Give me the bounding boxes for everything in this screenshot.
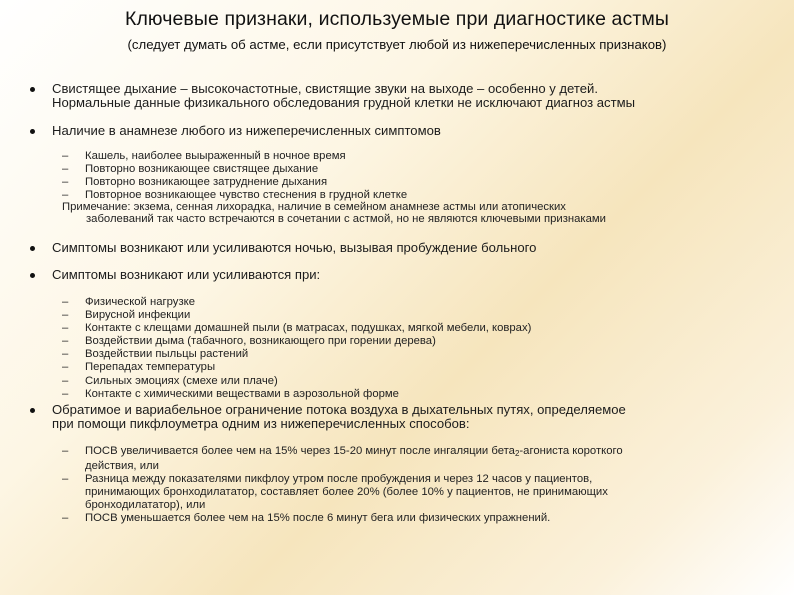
bullet-text: Свистящее дыхание – высокочастотные, свистящие звуки на выходе – особенно у детей. [52, 81, 598, 96]
bullet-text: Симптомы возникают или усиливаются ночью, вызывая пробуждение больного [52, 240, 537, 255]
list-item: – Повторно возникающее затруднение дыхания [62, 176, 328, 189]
list-item: – Физической нагрузке [62, 296, 195, 308]
list-item: – Кашель, наиболее выыраженный в ночное время [62, 150, 346, 162]
bullet-wheezing [52, 82, 782, 110]
list-item: – Повторное возникающее чувство стеснения в грудной клетке [62, 189, 408, 202]
page-title: Ключевые признаки, используемые при диагностике астмы [124, 8, 669, 30]
list-item: – ПОСВ уменьшается более чем на 15% после 6 минут бега или физических упражнений. [62, 512, 551, 525]
list-item: – Воздействии дыма (табачного, возникающего при горении дерева) [62, 335, 436, 348]
list-item: – Воздействии пыльцы растений [62, 348, 249, 361]
bullet-triggers [52, 268, 782, 282]
list-item: – Разница между показателями пикфлоу утром после пробуждения и через 12 часов у пациентов, принимающих бронходилататор, составляет более 20% (более 10% у пациентов, не принимающих бронходилататор), или [62, 473, 608, 512]
bullet-dot [30, 273, 35, 278]
list-item: – Контакте с химическими веществами в аэрозольной форме [62, 387, 399, 400]
bullet-dot [30, 408, 35, 413]
bullet-text: Обратимое и вариабельное ограничение потока воздуха в дыхательных путях, определяемое [52, 402, 626, 417]
bullet-text: при помощи пикфлоуметра одним из нижеперечисленных способов: [52, 416, 470, 431]
bullet-dot [30, 246, 35, 251]
list-item: – Сильных эмоциях (смехе или плаче) [62, 374, 278, 387]
note [62, 202, 762, 225]
bullet-dot [30, 87, 35, 92]
bullet-night-symptoms [52, 241, 782, 255]
bullet-history [52, 124, 782, 138]
list-item: – Вирусной инфекции [62, 309, 191, 322]
note-text: Примечание: экзема, сенная лихорадка, наличие в семейном анамнезе астмы или атопических [62, 201, 566, 214]
list-item: – Контакте с клещами домашней пыли (в матрасах, подушках, мягкой мебели, коврах) [62, 322, 532, 335]
peakflow-method-list [62, 445, 762, 526]
bullet-text: Наличие в анамнезе любого из нижеперечисленных симптомов [52, 123, 441, 138]
bullet-text: Симптомы возникают или усиливаются при: [52, 267, 321, 282]
note-text: заболеваний так часто встречаются в сочетании с астмой, но не являются ключевыми признаками [86, 212, 606, 225]
page-subtitle: (следует думать об астме, если присутствует любой из нижеперечисленных признаков) [127, 37, 667, 52]
bullet-airflow-limitation [52, 403, 782, 431]
list-item: – Перепадах температуры [62, 361, 216, 374]
list-item: – Повторно возникающее свистящее дыхание [62, 163, 319, 176]
trigger-list [62, 296, 762, 401]
list-item: – ПОСВ увеличивается более чем на 15% через 15-20 минут после ингаляции бета$_2$-агониста короткого действия, или [62, 445, 623, 473]
history-symptom-list [62, 150, 762, 225]
bullet-dot [30, 129, 35, 134]
bullet-text: Нормальные данные физикального обследования грудной клетки не исключают диагноз астмы [52, 95, 635, 110]
